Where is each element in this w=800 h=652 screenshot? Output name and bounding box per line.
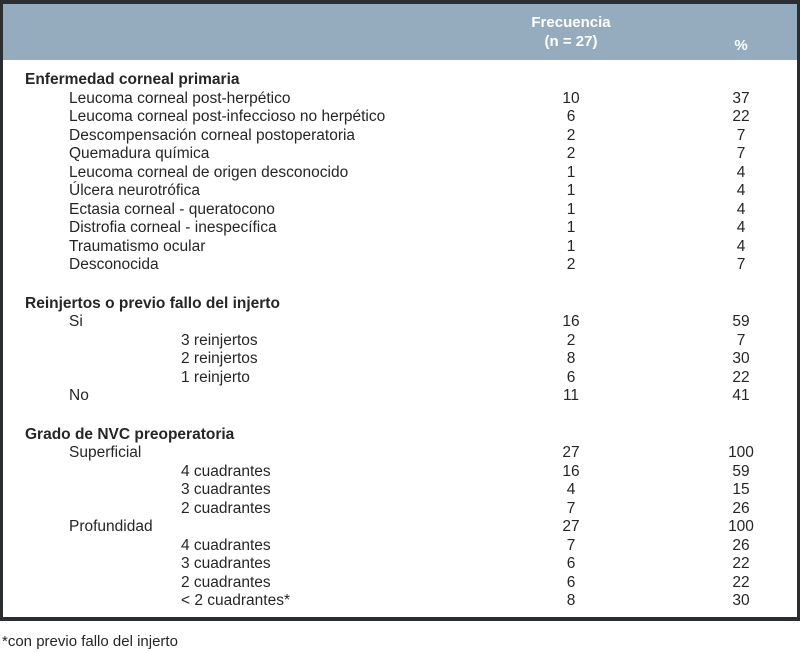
section-percent	[635, 426, 797, 445]
row-frequency: 6	[566, 108, 576, 125]
row-percent: 41	[732, 387, 750, 404]
row-label: 3 cuadrantes	[181, 555, 271, 572]
row-percent: 22	[732, 573, 750, 591]
row-frequency: 7	[566, 536, 576, 554]
row-label: 2 cuadrantes	[181, 499, 271, 517]
table-row	[3, 108, 797, 127]
row-frequency: 10	[562, 89, 580, 107]
row-frequency: 8	[566, 592, 576, 609]
row-frequency: 7	[566, 499, 576, 517]
column-header-percent	[635, 4, 797, 60]
table-header	[3, 4, 797, 60]
table-row	[3, 444, 797, 463]
row-frequency: 1	[566, 219, 576, 236]
section-percent	[635, 295, 797, 314]
row-label: Ectasia corneal - queratocono	[69, 200, 275, 218]
row-percent: 22	[732, 108, 750, 125]
row-percent: 7	[736, 145, 746, 162]
table-row	[3, 369, 797, 388]
table-row	[3, 164, 797, 183]
row-frequency: 2	[566, 145, 576, 162]
row-label: No	[69, 387, 89, 404]
table-body	[3, 60, 797, 617]
row-frequency: 1	[566, 237, 576, 255]
table-row	[3, 332, 797, 351]
row-frequency: 6	[566, 555, 576, 572]
row-label: Profundidad	[69, 518, 153, 535]
section-frequency	[507, 426, 635, 445]
section-title-row	[3, 295, 797, 314]
row-label: 3 reinjertos	[181, 331, 258, 349]
row-frequency: 27	[562, 518, 580, 535]
section-title-row	[3, 71, 797, 90]
row-label: Superficial	[69, 444, 142, 461]
row-label: Leucoma corneal post-herpético	[69, 89, 291, 107]
row-frequency: 1	[566, 182, 576, 199]
row-percent: 22	[732, 555, 750, 572]
table-row	[3, 500, 797, 519]
row-percent: 26	[732, 536, 750, 554]
row-label: Leucoma corneal post-infeccioso no herpético	[69, 108, 386, 125]
row-percent: 22	[732, 368, 750, 386]
table-row	[3, 592, 797, 611]
row-label: Leucoma corneal de origen desconocido	[69, 163, 349, 181]
row-percent: 4	[736, 200, 746, 218]
table-row	[3, 182, 797, 201]
row-label: 4 cuadrantes	[181, 462, 271, 480]
table-row	[3, 201, 797, 220]
section-title: Reinjertos o previo fallo del injerto	[25, 294, 280, 312]
row-label: < 2 cuadrantes*	[181, 592, 291, 609]
row-frequency: 1	[566, 163, 576, 181]
section-frequency	[507, 71, 635, 90]
row-percent: 30	[732, 350, 750, 367]
row-label: 1 reinjerto	[181, 368, 250, 386]
table-row	[3, 145, 797, 164]
row-label: 4 cuadrantes	[181, 536, 271, 554]
table-row	[3, 463, 797, 482]
row-frequency: 4	[566, 481, 576, 498]
row-percent: 26	[732, 499, 750, 517]
row-label: Descompensación corneal postoperatoria	[69, 126, 356, 144]
row-frequency: 11	[562, 387, 580, 404]
row-label: Desconocida	[69, 256, 159, 273]
row-percent: 7	[736, 126, 746, 144]
section-title: Grado de NVC preoperatoria	[25, 425, 235, 443]
row-label: 2 cuadrantes	[181, 573, 271, 591]
row-label: Traumatismo ocular	[69, 237, 206, 255]
row-percent: 100	[728, 518, 754, 535]
row-percent: 59	[732, 462, 750, 480]
row-label: Si	[69, 313, 83, 330]
table-row	[3, 574, 797, 593]
row-percent: 7	[736, 256, 746, 273]
table-row	[3, 350, 797, 369]
row-percent: 4	[736, 237, 746, 255]
table-row	[3, 219, 797, 238]
table-row	[3, 90, 797, 109]
column-header-frequency-line2: (n = 27)	[544, 33, 598, 50]
row-frequency: 1	[566, 200, 576, 218]
table-row	[3, 127, 797, 146]
row-frequency: 8	[566, 350, 576, 367]
section-frequency	[507, 295, 635, 314]
row-percent: 4	[736, 163, 746, 181]
row-frequency: 2	[566, 126, 576, 144]
row-percent: 4	[736, 182, 746, 199]
section-title-row	[3, 426, 797, 445]
table-footnote: *con previo fallo del injerto	[2, 632, 178, 650]
row-frequency: 2	[566, 256, 576, 273]
table-row	[3, 238, 797, 257]
table-row	[3, 537, 797, 556]
table-row	[3, 481, 797, 500]
row-frequency: 16	[562, 462, 580, 480]
row-frequency: 2	[566, 331, 576, 349]
row-label: Úlcera neurotrófica	[69, 182, 200, 199]
table-row	[3, 313, 797, 332]
row-frequency: 27	[562, 444, 580, 461]
table-row	[3, 387, 797, 406]
row-percent: 37	[732, 89, 750, 107]
row-percent: 15	[732, 481, 750, 498]
column-header-percent-label: %	[734, 37, 748, 54]
table-row	[3, 256, 797, 275]
section-title: Enfermedad corneal primaria	[25, 71, 240, 88]
row-percent: 59	[732, 313, 750, 330]
row-label: Quemadura química	[69, 145, 210, 162]
header-label-spacer	[3, 4, 507, 60]
section-percent	[635, 71, 797, 90]
row-frequency: 16	[562, 313, 580, 330]
column-header-frequency	[507, 4, 635, 60]
row-percent: 30	[732, 592, 750, 609]
table-row	[3, 518, 797, 537]
column-header-frequency-line1: Frecuencia	[531, 14, 611, 31]
row-percent: 7	[736, 331, 746, 349]
table-row	[3, 555, 797, 574]
row-label: 3 cuadrantes	[181, 481, 271, 498]
row-label: Distrofia corneal - inespecífica	[69, 219, 277, 236]
row-percent: 100	[728, 444, 754, 461]
row-label: 2 reinjertos	[181, 350, 258, 367]
row-frequency: 6	[566, 368, 576, 386]
row-percent: 4	[736, 219, 746, 236]
row-frequency: 6	[566, 573, 576, 591]
